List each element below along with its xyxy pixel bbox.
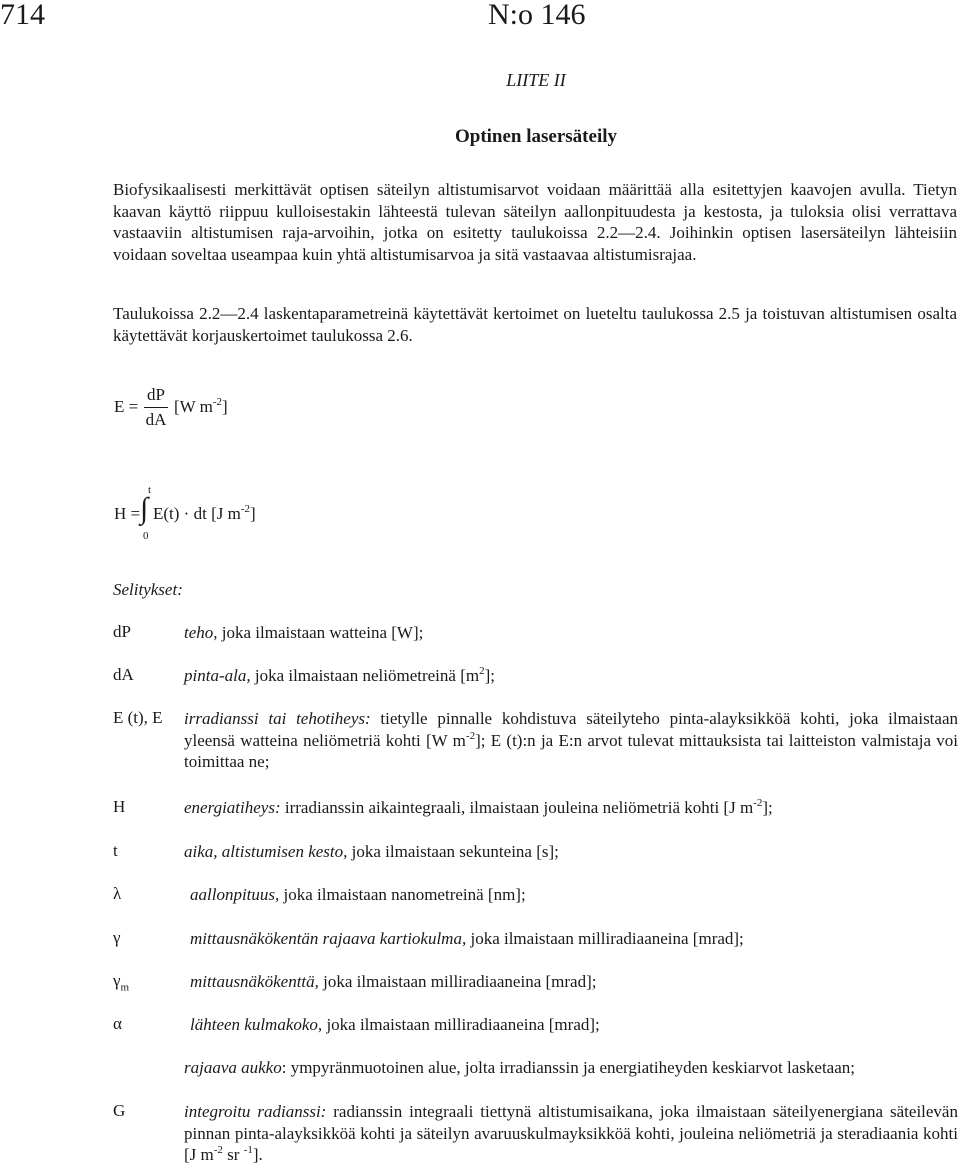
integral-upper-limit: t [148,484,152,496]
legend-def-gamma-m: mittausnäkökenttä, joka ilmaistaan milliradiaaneina [mrad]; [190,972,597,991]
legend-term-alpha: α [113,1014,122,1033]
legend-title: Selitykset: [113,580,183,599]
legend-term-g: G [113,1101,126,1120]
legend-def-g: integroitu radianssi: radianssin integraali tiettynä altistumisaikana, joka ilmaistaan säteilyenergiana säteilevän pinnan pinta-alayksikköä kohti ja säteilyn avaruuskulmayksikköä kohti, jouleina neliömetriä ja steradiaania kohti [J $m^{-2}$ sr $^{-1}$]. [184,1102,958,1164]
formula-h-lhs: H = [114,504,141,523]
legend-def-lambda: aallonpituus, joka ilmaistaan nanometreinä [nm]; [190,885,526,904]
formula-e-numerator: dP [147,385,165,404]
formula-h-body: E(t) · dt [J $m^{-2}$] [153,503,256,523]
legend-term-e: E (t), E [113,708,163,727]
legend-def-aperture: rajaava aukko: ympyränmuotoinen alue, jolta irradianssin ja energiatiheyden keskiarvot lasketaan; [184,1058,855,1077]
section-title: Optinen lasersäteily [454,126,618,147]
legend-def-h: energiatiheys: irradianssin aikaintegraali, ilmaistaan jouleina neliömetriä kohti [J $m^{-2}$]; [184,797,773,817]
issue-number: N:o 146 [488,0,586,31]
page-number: 714 [0,0,45,31]
legend-term-lambda: λ [113,884,122,903]
intro-paragraph: Biofysikaalisesti merkittävät optisen säteilyn altistumisarvot voidaan määrittää alla esitettyjen kaavojen avulla. Tietyn kaavan käyttö riippuu kulloisestakin lähteestä tulevan säteilyn aallonpituudesta ja kestosta, ja tuloksia olisi verrattava vastaaviin altistumisen raja-arvoihin, jotka on esitetty taulukoissa 2.2—2.4. Joihinkin optisen lasersäteilyn lähteisiin voidaan soveltaa useampaa kuin yhtä altistumisarvoa ja sitä vastaavaa altistumisrajaa. [113,180,957,264]
legend-term-t: t [113,841,118,860]
legend-term-da: dA [113,665,134,684]
formula-e-denominator: dA [145,410,167,429]
legend-def-alpha: lähteen kulmakoko, joka ilmaistaan milliradiaaneina [mrad]; [190,1015,600,1034]
integral-sign: ∫ [140,492,149,525]
legend-def-dp: teho, joka ilmaistaan watteina [W]; [184,623,424,642]
legend-def-e: irradianssi tai tehotiheys: tietylle pinnalle kohdistuva säteilyteho pinta-alayksikköä kohti, joka ilmaistaan yleensä watteina neliömetriä kohti [W $m^{-2}$]; E (t):n ja E:n arvot tulevat mittauksista tai laitteiston valmistaja voi toimittaa ne; [184,709,958,771]
legend-def-t: aika, altistumisen kesto, joka ilmaistaan sekunteina [s]; [184,842,559,861]
legend-term-dp: dP [113,622,131,641]
formula-e-unit: [W $m^{-2}$] [174,396,228,416]
legend-term-gamma-m: $\gamma_m$ [113,971,130,994]
tables-paragraph: Taulukoissa 2.2—2.4 laskentaparametreinä käytettävät kertoimet on lueteltu taulukossa 2.5 ja toistuvan altistumisen osalta käytettävät korjauskertoimet taulukossa 2.6. [113,304,957,345]
legend-def-gamma: mittausnäkökentän rajaava kartiokulma, joka ilmaistaan milliradiaaneina [mrad]; [190,929,744,948]
legend-def-da: pinta-ala, joka ilmaistaan neliömetreinä $[m^2]$; [184,665,495,685]
legend-term-gamma: γ [113,928,121,947]
legend-term-h: H [113,797,126,816]
annex-label: LIITE II [506,70,566,90]
formula-e-fraction [144,385,168,430]
integral-lower-limit: 0 [143,530,149,542]
formula-e-lhs: E = [114,397,139,416]
